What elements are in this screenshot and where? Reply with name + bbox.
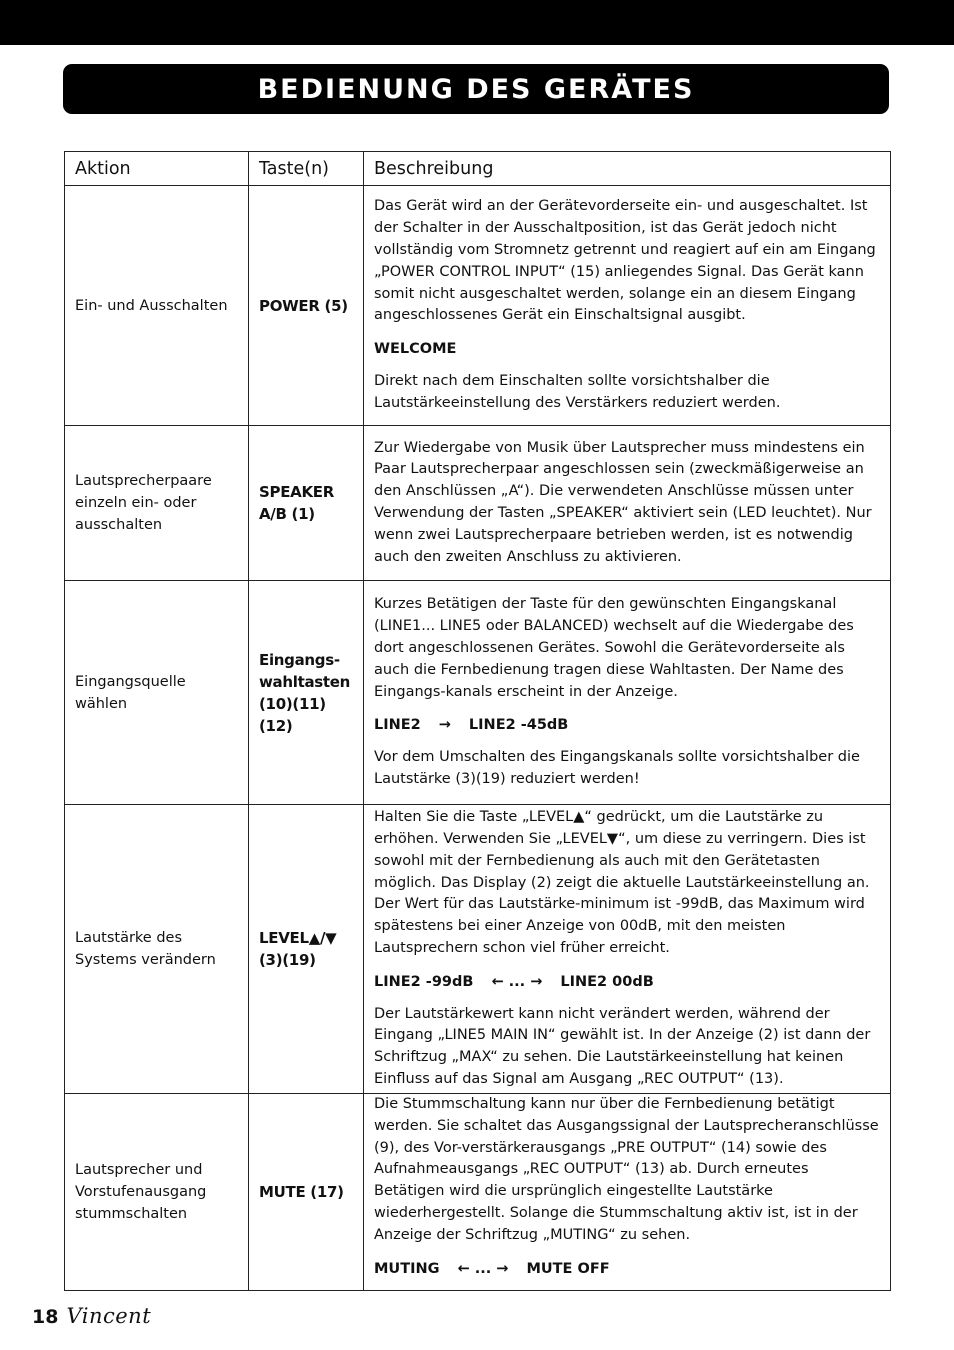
key-cell: MUTE (17) bbox=[249, 1094, 364, 1291]
key-cell: SPEAKER A/B (1) bbox=[249, 426, 364, 581]
display-to: MUTE OFF bbox=[526, 1260, 610, 1277]
display-readout bbox=[374, 972, 880, 994]
page-footer bbox=[32, 1304, 151, 1328]
top-black-bar bbox=[0, 0, 954, 45]
display-from: LINE2 -99dB bbox=[374, 973, 474, 990]
page-title: BEDIENUNG DES GERÄTES bbox=[257, 73, 695, 105]
description-text: Kurzes Betätigen der Taste für den gewünschten Eingangskanal (LINE1... LINE5 oder BALANCED) wechselt auf die Wiedergabe des dort angeschlossenen Gerätes. Sowohl die Gerätevorderseite als auch die Fernbedienung tragen diese Wahltasten. Der Name des Eingangs-kanals erscheint in der Anzeige. bbox=[374, 596, 854, 700]
arrow-icon: ← ... → bbox=[457, 1260, 509, 1277]
action-cell: Eingangsquelle wählen bbox=[65, 581, 249, 805]
header-keys: Taste(n) bbox=[249, 152, 364, 186]
description-note: Vor dem Umschalten des Eingangskanals sollte vorsichtshalber die Lautstärke (3)(19) reduziert werden! bbox=[374, 749, 860, 787]
description-text: Halten Sie die Taste „LEVEL▲“ gedrückt, um die Lautstärke zu erhöhen. Verwenden Sie „LEVEL▼“, um diese zu verringern. Dies ist sowohl mit der Fernbedienung als auch mit den Gerätetasten möglich. Das Display (2) zeigt die aktuelle Lautstärkeeinstellung an. Der Wert für das Lautstärke-minimum ist -99dB, das Maximum wird spätestens bei einer Anzeige von 00dB, mit den meisten Lautsprechern schon viel früher erreicht. bbox=[374, 809, 870, 956]
display-to: LINE2 -45dB bbox=[468, 717, 569, 734]
table-header-row bbox=[65, 152, 891, 186]
display-from: MUTING bbox=[374, 1260, 440, 1277]
brand-logo: Vincent bbox=[66, 1304, 152, 1328]
table-row bbox=[65, 1094, 891, 1291]
table-row bbox=[65, 426, 891, 581]
operation-table bbox=[64, 151, 891, 1291]
display-readout bbox=[374, 1259, 880, 1281]
table-row bbox=[65, 186, 891, 426]
description-cell bbox=[364, 1094, 891, 1291]
display-readout bbox=[374, 715, 880, 737]
action-cell: Lautsprecher und Vorstufenausgang stummschalten bbox=[65, 1094, 249, 1291]
display-to: LINE2 00dB bbox=[560, 973, 654, 990]
section-title-bar bbox=[63, 64, 889, 114]
description-text: Das Gerät wird an der Gerätevorderseite ein- und ausgeschaltet. Ist der Schalter in der Ausschaltposition, ist das Gerät jedoch nicht vollständig vom Stromnetz getrennt und reagiert auf ein am Eingang „POWER CONTROL INPUT“ (15) anliegendes Signal. Das Gerät kann somit nicht ausgeschaltet werden, solange ein an diesem Eingang angeschlossenes Gerät ein Einschaltsignal ausgibt. bbox=[374, 198, 876, 324]
action-cell: Ein- und Ausschalten bbox=[65, 186, 249, 426]
description-note: Direkt nach dem Einschalten sollte vorsichtshalber die Lautstärkeeinstellung des Verstärkers reduziert werden. bbox=[374, 372, 781, 411]
table-row bbox=[65, 581, 891, 805]
key-cell: POWER (5) bbox=[249, 186, 364, 426]
description-text: Die Stummschaltung kann nur über die Fernbedienung betätigt werden. Sie schaltet das Ausgangssignal der Lautsprecheranschlüsse (9), des Vor-verstärkerausgangs „PRE OUTPUT“ (14) sowie des Aufnahmeausgangs „REC OUTPUT“ (13) ab. Durch erneutes Betätigen wird die ursprünglich eingestellte Lautstärke wiederhergestellt. Solange die Stummschaltung aktiv ist, ist in der Anzeige der Schriftzug „MUTING“ zu sehen. bbox=[374, 1096, 879, 1243]
display-readout bbox=[374, 339, 880, 361]
action-cell: Lautstärke des Systems verändern bbox=[65, 805, 249, 1094]
description-note: Der Lautstärkewert kann nicht verändert werden, während der Eingang „LINE5 MAIN IN“ gewählt ist. In der Anzeige (2) ist dann der Schriftzug „MAX“ zu sehen. Die Lautstärkeeinstellung hat keinen Einfluss auf das Signal am Ausgang „REC OUTPUT“ (13). bbox=[374, 1005, 871, 1087]
description-cell bbox=[364, 581, 891, 805]
description-cell bbox=[364, 186, 891, 426]
description-cell bbox=[364, 426, 891, 581]
description-text: Zur Wiedergabe von Musik über Lautsprecher muss mindestens ein Paar Lautsprecherpaar angeschlossen sein (zweckmäßigerweise an den Anschlüssen „A“). Die verwendeten Anschlüsse müssen unter Verwendung der Tasten „SPEAKER“ aktiviert sein (LED leuchtet). Nur wenn zwei Lautsprecherpaare betrieben werden, ist es notwendig auch den zweiten Anschluss zu aktivieren. bbox=[374, 439, 872, 565]
description-cell bbox=[364, 805, 891, 1094]
arrow-icon: → bbox=[438, 717, 451, 734]
header-description: Beschreibung bbox=[364, 152, 891, 186]
page-number: 18 bbox=[32, 1306, 59, 1328]
display-from: LINE2 bbox=[374, 717, 421, 734]
key-cell: Eingangs-wahltasten (10)(11)(12) bbox=[249, 581, 364, 805]
table-row bbox=[65, 805, 891, 1094]
header-action: Aktion bbox=[65, 152, 249, 186]
key-cell: LEVEL▲/▼ (3)(19) bbox=[249, 805, 364, 1094]
action-cell: Lautsprecherpaare einzeln ein- oder ausschalten bbox=[65, 426, 249, 581]
display-text: WELCOME bbox=[374, 341, 457, 358]
arrow-icon: ← ... → bbox=[491, 973, 543, 990]
